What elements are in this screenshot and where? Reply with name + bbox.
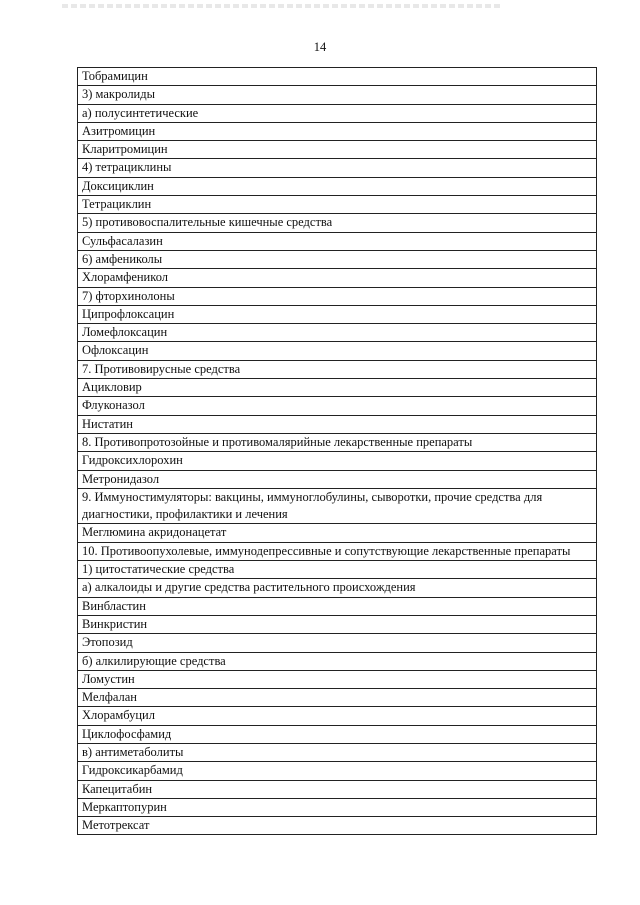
table-cell: Ципрофлоксацин	[78, 305, 597, 323]
table-row	[78, 122, 597, 140]
table-cell: 6) амфениколы	[78, 250, 597, 268]
table-row	[78, 433, 597, 451]
table-row	[78, 68, 597, 86]
table-cell: Метотрексат	[78, 817, 597, 835]
table-cell: Офлоксацин	[78, 342, 597, 360]
table-cell: Этопозид	[78, 634, 597, 652]
table-row	[78, 561, 597, 579]
table-row	[78, 342, 597, 360]
table-cell: Ацикловир	[78, 379, 597, 397]
table-cell: Метронидазол	[78, 470, 597, 488]
table-cell: Циклофосфамид	[78, 725, 597, 743]
table-cell: Мелфалан	[78, 689, 597, 707]
table-cell: Хлорамбуцил	[78, 707, 597, 725]
table-row	[78, 287, 597, 305]
table-row	[78, 579, 597, 597]
table-cell: Флуконазол	[78, 397, 597, 415]
table-cell: 7) фторхинолоны	[78, 287, 597, 305]
table-cell: Винбластин	[78, 597, 597, 615]
table-row	[78, 269, 597, 287]
table-row	[78, 615, 597, 633]
table-cell: 1) цитостатические средства	[78, 561, 597, 579]
table-cell: Винкристин	[78, 615, 597, 633]
table-cell: Нистатин	[78, 415, 597, 433]
table-row	[78, 652, 597, 670]
table-cell: Тобрамицин	[78, 68, 597, 86]
table-cell: Доксициклин	[78, 177, 597, 195]
table-row	[78, 415, 597, 433]
table-cell: Ломустин	[78, 670, 597, 688]
table-row	[78, 597, 597, 615]
table-row	[78, 324, 597, 342]
table-cell: Меркаптопурин	[78, 798, 597, 816]
table-cell: Тетрациклин	[78, 196, 597, 214]
table-row	[78, 707, 597, 725]
table-cell: 5) противовоспалительные кишечные средства	[78, 214, 597, 232]
table-row	[78, 634, 597, 652]
table-row	[78, 397, 597, 415]
table-cell: 3) макролиды	[78, 86, 597, 104]
table-row	[78, 743, 597, 761]
table-cell: Капецитабин	[78, 780, 597, 798]
table-cell: а) полусинтетические	[78, 104, 597, 122]
table-row	[78, 159, 597, 177]
table-row	[78, 780, 597, 798]
table-cell: а) алкалоиды и другие средства растительного происхождения	[78, 579, 597, 597]
table-row	[78, 214, 597, 232]
table-row	[78, 470, 597, 488]
table-cell: Ломефлоксацин	[78, 324, 597, 342]
table-row	[78, 488, 597, 524]
table-row	[78, 104, 597, 122]
table-row	[78, 305, 597, 323]
table-row	[78, 360, 597, 378]
table-row	[78, 817, 597, 835]
table-cell: б) алкилирующие средства	[78, 652, 597, 670]
table-cell: 7. Противовирусные средства	[78, 360, 597, 378]
table-row	[78, 232, 597, 250]
table-cell: Кларитромицин	[78, 141, 597, 159]
scan-header-artifact	[62, 4, 502, 8]
table-cell: 10. Противоопухолевые, иммунодепрессивные и сопутствующие лекарственные препараты	[78, 542, 597, 560]
table-cell: Меглюмина акридонацетат	[78, 524, 597, 542]
table-cell: 9. Иммуностимуляторы: вакцины, иммуноглобулины, сыворотки, прочие средства для диагностики, профилактики и лечения	[78, 488, 597, 524]
table-cell: Сульфасалазин	[78, 232, 597, 250]
table-cell: Гидроксикарбамид	[78, 762, 597, 780]
table-row	[78, 762, 597, 780]
table-row	[78, 689, 597, 707]
page-number: 14	[313, 40, 327, 54]
table-cell: Хлорамфеникол	[78, 269, 597, 287]
table-row	[78, 452, 597, 470]
table-row	[78, 250, 597, 268]
table-cell: 8. Противопротозойные и противомалярийные лекарственные препараты	[78, 433, 597, 451]
table-row	[78, 798, 597, 816]
table-row	[78, 141, 597, 159]
drug-list-table	[77, 67, 597, 835]
drug-list-body	[78, 68, 597, 835]
table-cell: Гидроксихлорохин	[78, 452, 597, 470]
table-row	[78, 379, 597, 397]
table-cell: 4) тетрациклины	[78, 159, 597, 177]
table-row	[78, 725, 597, 743]
table-row	[78, 670, 597, 688]
table-cell: в) антиметаболиты	[78, 743, 597, 761]
table-cell: Азитромицин	[78, 122, 597, 140]
table-row	[78, 196, 597, 214]
table-row	[78, 524, 597, 542]
table-row	[78, 542, 597, 560]
table-row	[78, 177, 597, 195]
table-row	[78, 86, 597, 104]
